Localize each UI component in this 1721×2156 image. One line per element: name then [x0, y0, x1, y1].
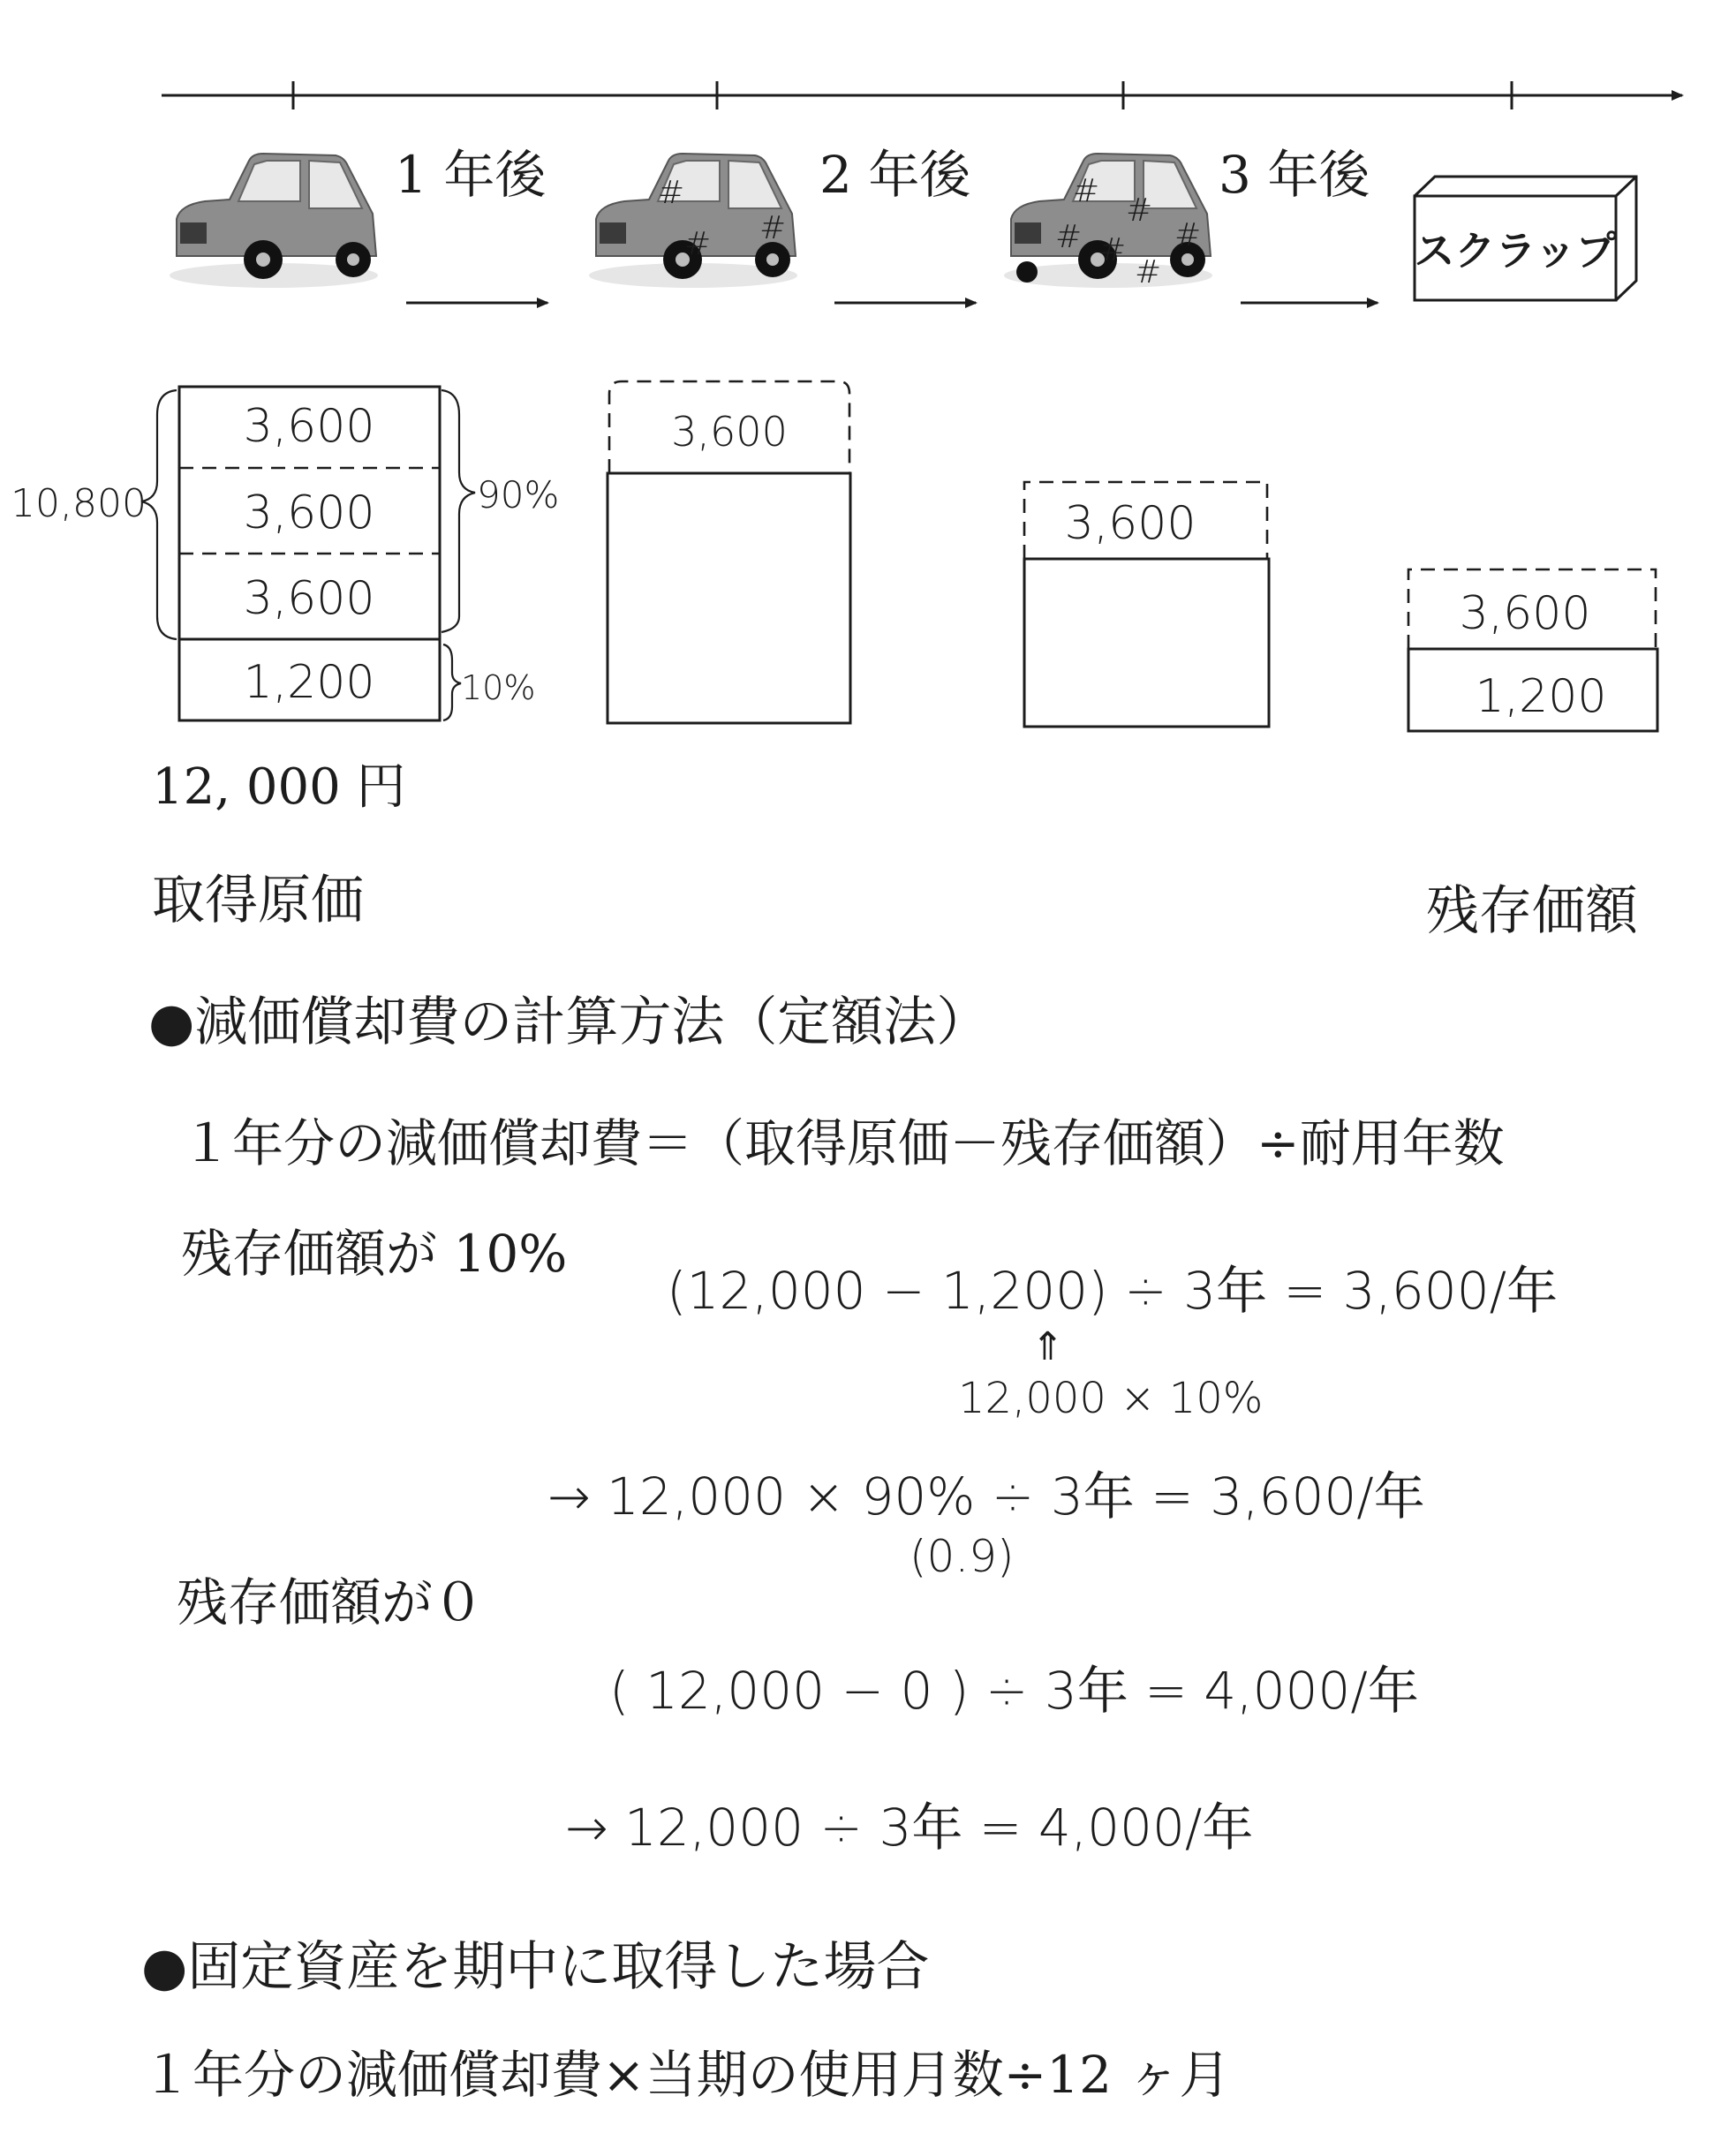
case10-calc: (12,000 − 1,200) ÷ 3年 = 3,600/年: [667, 1261, 1559, 1321]
year2-block: 3,600: [1064, 497, 1196, 550]
svg-text:#: #: [1135, 254, 1162, 290]
svg-text:#: #: [759, 210, 787, 246]
section1-heading: ●減価償却費の計算方法（定額法）: [148, 991, 990, 1053]
svg-text:#: #: [1174, 217, 1202, 253]
svg-text:#: #: [1055, 219, 1083, 255]
stack-block: 3,600: [243, 400, 375, 453]
residual-label: 残存価額: [1426, 880, 1638, 942]
car-damaged-icon: [1004, 154, 1212, 290]
case0-calc: ( 12,000 − 0 ) ÷ 3年 = 4,000/年: [609, 1661, 1419, 1721]
brace-left: [141, 390, 177, 639]
pct-residual-label: 10%: [461, 668, 536, 707]
section2-formula: １年分の減価償却費×当期の使用月数÷12 ヶ月: [141, 2045, 1231, 2105]
brace-right: [442, 390, 475, 632]
pct-depreciation-label: 90%: [477, 473, 560, 516]
year1-block: 3,600: [671, 408, 788, 456]
case0-alt: → 12,000 ÷ 3年 = 4,000/年: [565, 1798, 1254, 1858]
section1-formula: １年分の減価償却費＝（取得原価－残存価額）÷耐用年数: [181, 1113, 1505, 1173]
cost-stack: [11, 387, 559, 720]
year3-stack: [1408, 569, 1657, 731]
scrap-label: スクラップ: [1414, 227, 1617, 275]
year3-block: 3,600: [1459, 587, 1591, 640]
section2-heading: ●固定資産を期中に取得した場合: [141, 1936, 930, 1998]
car-damaged-icon: [589, 154, 797, 288]
case10-label: 残存価額が 10%: [181, 1224, 568, 1284]
brace-right: [443, 645, 461, 720]
case10-note: 12,000 × 10%: [958, 1374, 1264, 1423]
car-icon: [170, 154, 378, 288]
case0-label: 残存価額が０: [177, 1572, 485, 1632]
svg-text:#: #: [684, 226, 712, 262]
svg-text:#: #: [1073, 173, 1100, 209]
total-depreciation-label: 10,800: [11, 481, 147, 526]
scrap-box-icon: [1414, 177, 1636, 300]
cost-amount: 12, 000 円: [152, 758, 406, 816]
timeline-label-3: 3 年後: [1219, 145, 1370, 205]
year1-stack: [608, 381, 850, 723]
cost-label: 取得原価: [152, 870, 364, 931]
residual-block: 1,200: [243, 656, 375, 709]
stack-block: 3,600: [243, 572, 375, 625]
timeline: [162, 81, 1682, 109]
case10-alt: → 12,000 × 90% ÷ 3年 = 3,600/年: [547, 1466, 1425, 1527]
svg-text:#: #: [1126, 192, 1153, 229]
timeline-label-1: 1 年後: [395, 145, 547, 205]
svg-text:#: #: [658, 175, 685, 211]
case10-arrow: ⇑: [1031, 1324, 1064, 1369]
year2-stack: [1024, 482, 1269, 727]
year3-residual: 1,200: [1475, 670, 1607, 723]
stack-block: 3,600: [243, 486, 375, 539]
timeline-label-2: 2 年後: [819, 145, 971, 205]
svg-text:#: #: [1099, 232, 1127, 268]
case10-alt-note: (0.9): [910, 1531, 1015, 1582]
